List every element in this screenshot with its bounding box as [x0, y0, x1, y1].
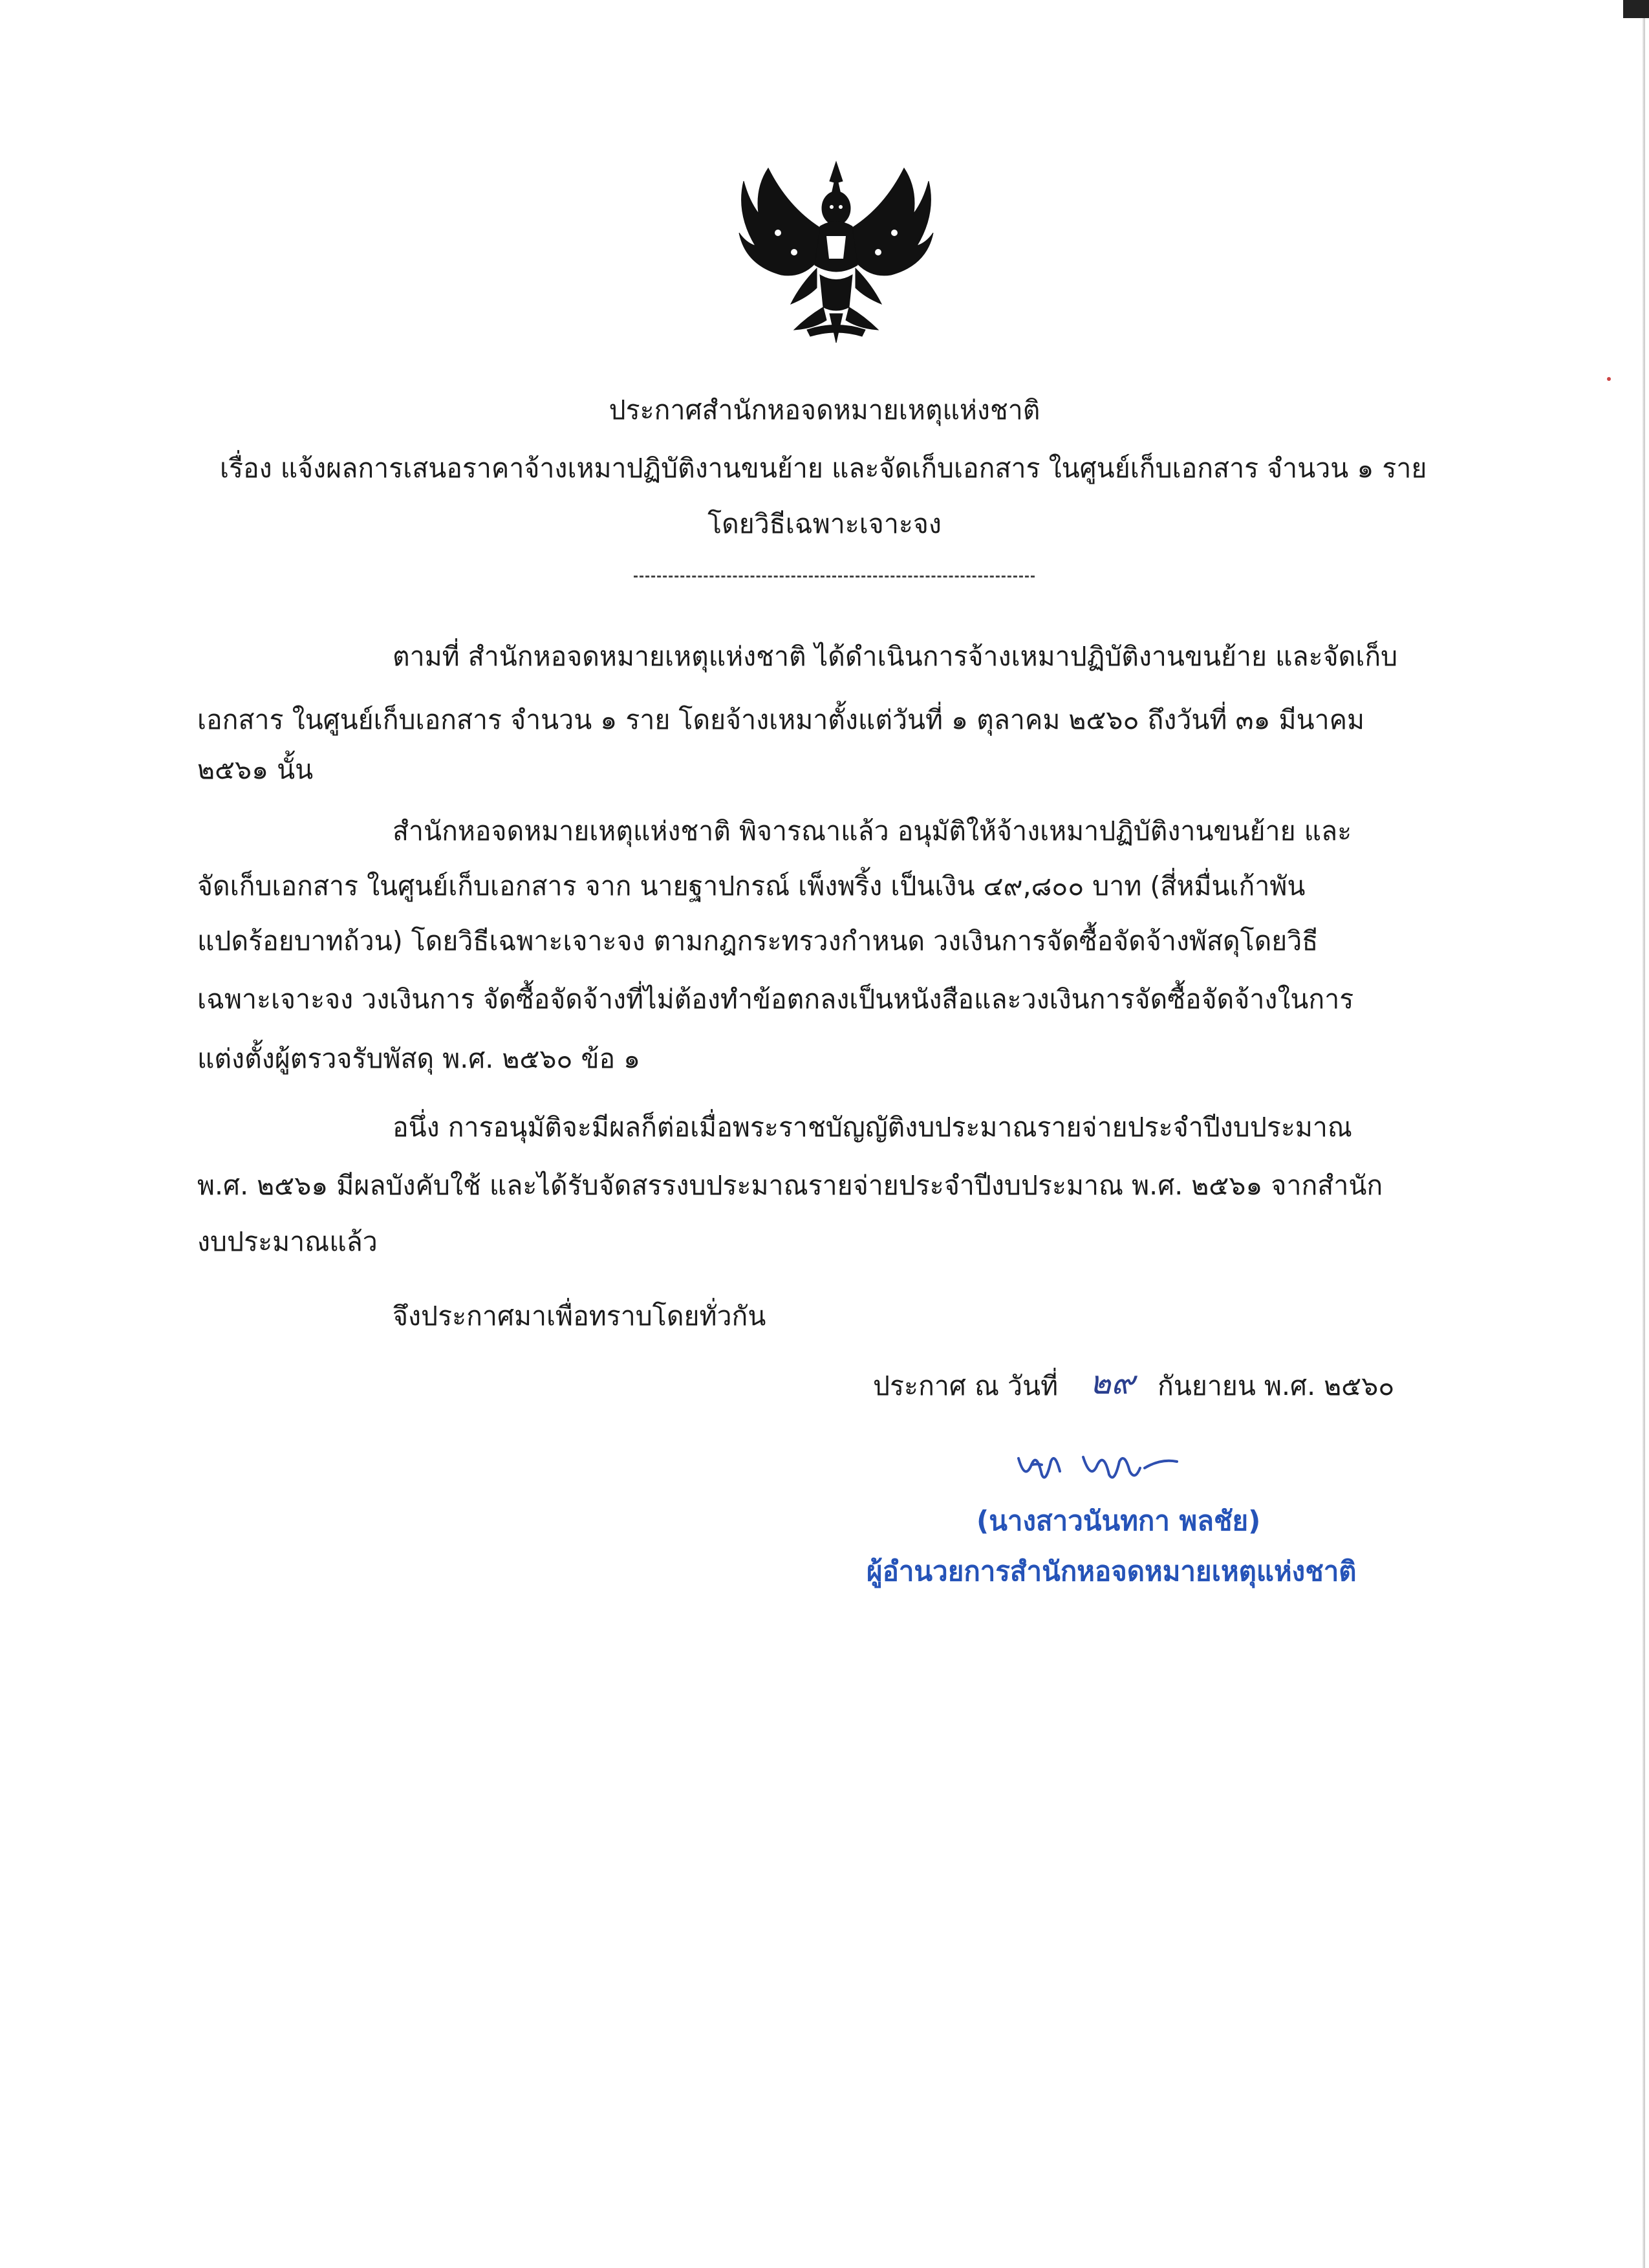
scan-corner-mark [1623, 0, 1649, 18]
paragraph-3-line-2: พ.ศ. ๒๕๖๑ มีผลบังคับใช้ และได้รับจัดสรรงบประมาณรายจ่ายประจำปีงบประมาณ พ.ศ. ๒๕๖๑ จากสำนัก [197, 1170, 1383, 1201]
paragraph-1-line-1: ตามที่ สำนักหอจดหมายเหตุแห่งชาติ ได้ดำเนินการจ้างเหมาปฏิบัติงานขนย้าย และจัดเก็บ [393, 641, 1398, 672]
date-day-handwritten: ๒๙ [1090, 1364, 1135, 1401]
paragraph-3-line-1: อนึ่ง การอนุมัติจะมีผลก็ต่อเมื่อพระราชบัญญัติงบประมาณรายจ่ายประจำปีงบประมาณ [393, 1112, 1352, 1143]
scan-speck [1607, 377, 1611, 381]
handwritten-signature [1012, 1445, 1206, 1491]
paragraph-1-line-3: ๒๕๖๑ นั้น [197, 754, 314, 785]
paragraph-3-line-3: งบประมาณแล้ว [197, 1226, 378, 1257]
garuda-emblem-icon [729, 155, 943, 349]
date-prefix: ประกาศ ณ วันที่ [873, 1370, 1059, 1401]
paragraph-2-line-1: สำนักหอจดหมายเหตุแห่งชาติ พิจารณาแล้ว อนุมัติให้จ้างเหมาปฏิบัติงานขนย้าย และ [393, 815, 1352, 847]
signatory-name: (นางสาวนันทกา พลชัย) [976, 1505, 1261, 1537]
signatory-title: ผู้อำนวยการสำนักหอจดหมายเหตุแห่งชาติ [867, 1555, 1357, 1587]
paragraph-1-line-2: เอกสาร ในศูนย์เก็บเอกสาร จำนวน ๑ ราย โดยจ้างเหมาตั้งแต่วันที่ ๑ ตุลาคม ๒๕๖๐ ถึงวันที่ ๓๑ มีนาคม [197, 704, 1365, 735]
date-suffix: กันยายน พ.ศ. ๒๕๖๐ [1158, 1370, 1395, 1401]
paragraph-2-line-3: แปดร้อยบาทถ้วน) โดยวิธีเฉพาะเจาะจง ตามกฎกระทรวงกำหนด วงเงินการจัดซื้อจัดจ้างพัสดุโดยวิธี [197, 925, 1319, 956]
paragraph-2-line-2: จัดเก็บเอกสาร ในศูนย์เก็บเอกสาร จาก นายฐาปกรณ์ เพ็งพริ้ง เป็นเงิน ๔๙,๘๐๐ บาท (สี่หมื่นเก้าพัน [197, 870, 1306, 902]
announcement-title: ประกาศสำนักหอจดหมายเหตุแห่งชาติ [609, 394, 1040, 426]
closing-statement: จึงประกาศมาเพื่อทราบโดยทั่วกัน [393, 1301, 766, 1332]
subject-line-1: เรื่อง แจ้งผลการเสนอราคาจ้างเหมาปฏิบัติงานขนย้าย และจัดเก็บเอกสาร ในศูนย์เก็บเอกสาร จำนวน ๑ ราย [220, 453, 1427, 484]
scan-edge [1643, 0, 1645, 2268]
header-separator [634, 576, 1035, 578]
paragraph-2-line-4: เฉพาะเจาะจง วงเงินการ จัดซื้อจัดจ้างที่ไม่ต้องทำข้อตกลงเป็นหนังสือและวงเงินการจัดซื้อจัดจ้างในการ [197, 984, 1354, 1015]
subject-line-2: โดยวิธีเฉพาะเจาะจง [707, 508, 942, 539]
paragraph-2-line-5: แต่งตั้งผู้ตรวจรับพัสดุ พ.ศ. ๒๕๖๐ ข้อ ๑ [197, 1043, 641, 1074]
